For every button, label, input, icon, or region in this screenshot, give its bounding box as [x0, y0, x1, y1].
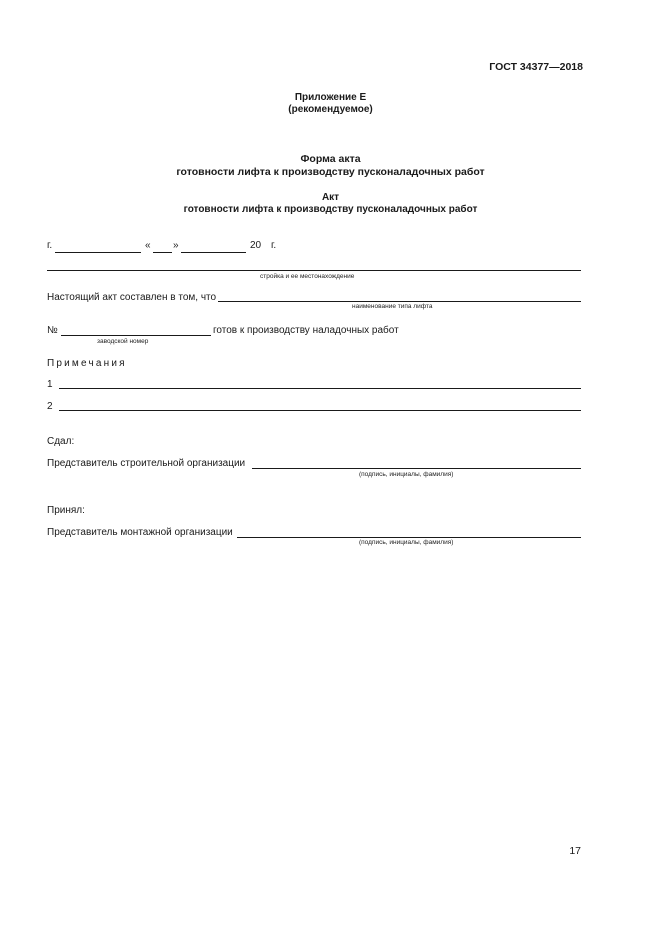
form-subtitle: готовности лифта к производству пусконаладочных работ: [176, 166, 485, 178]
site-caption: стройка и ее местонахождение: [260, 273, 355, 280]
month-field[interactable]: [181, 252, 246, 253]
statement-text: Настоящий акт составлен в том, что: [47, 292, 217, 303]
construction-representative-label: Представитель строительной организации: [47, 458, 246, 469]
handed-over-label: Сдал:: [47, 436, 75, 447]
appendix-title: Приложение Е: [294, 92, 367, 103]
standard-number: ГОСТ 34377—2018: [489, 61, 583, 73]
year-prefix: 20: [250, 240, 262, 251]
construction-signature-caption: (подпись, инициалы, фамилия): [359, 471, 454, 478]
installation-signature-caption: (подпись, инициалы, фамилия): [359, 539, 454, 546]
notes-heading: Примечания: [47, 358, 127, 369]
site-field[interactable]: [47, 270, 581, 271]
form-title: Форма акта: [300, 153, 361, 165]
lift-type-caption: наименование типа лифта: [352, 303, 433, 310]
act-subtitle: готовности лифта к производству пусконаладочных работ: [183, 204, 478, 215]
day-field[interactable]: [153, 252, 172, 253]
serial-number-field[interactable]: [61, 335, 211, 336]
day-quote-close: »: [173, 240, 179, 251]
installation-signature-field[interactable]: [237, 537, 581, 538]
installation-representative-label: Представитель монтажной организации: [47, 527, 233, 538]
city-prefix: г.: [47, 240, 53, 251]
city-field[interactable]: [55, 252, 141, 253]
note-number-2: 2: [47, 401, 53, 412]
note-number-1: 1: [47, 379, 53, 390]
note-field-1[interactable]: [59, 388, 581, 389]
day-quote-open: «: [145, 240, 151, 251]
lift-type-field[interactable]: [218, 301, 581, 302]
page-number: 17: [569, 845, 581, 857]
accepted-label: Принял:: [47, 505, 85, 516]
construction-signature-field[interactable]: [252, 468, 581, 469]
serial-suffix: готов к производству наладочных работ: [213, 325, 399, 336]
note-field-2[interactable]: [59, 410, 581, 411]
year-suffix: г.: [271, 240, 277, 251]
act-title: Акт: [321, 192, 340, 203]
serial-caption: заводской номер: [97, 338, 149, 345]
appendix-status: (рекомендуемое): [288, 104, 373, 115]
serial-prefix: №: [47, 325, 58, 336]
